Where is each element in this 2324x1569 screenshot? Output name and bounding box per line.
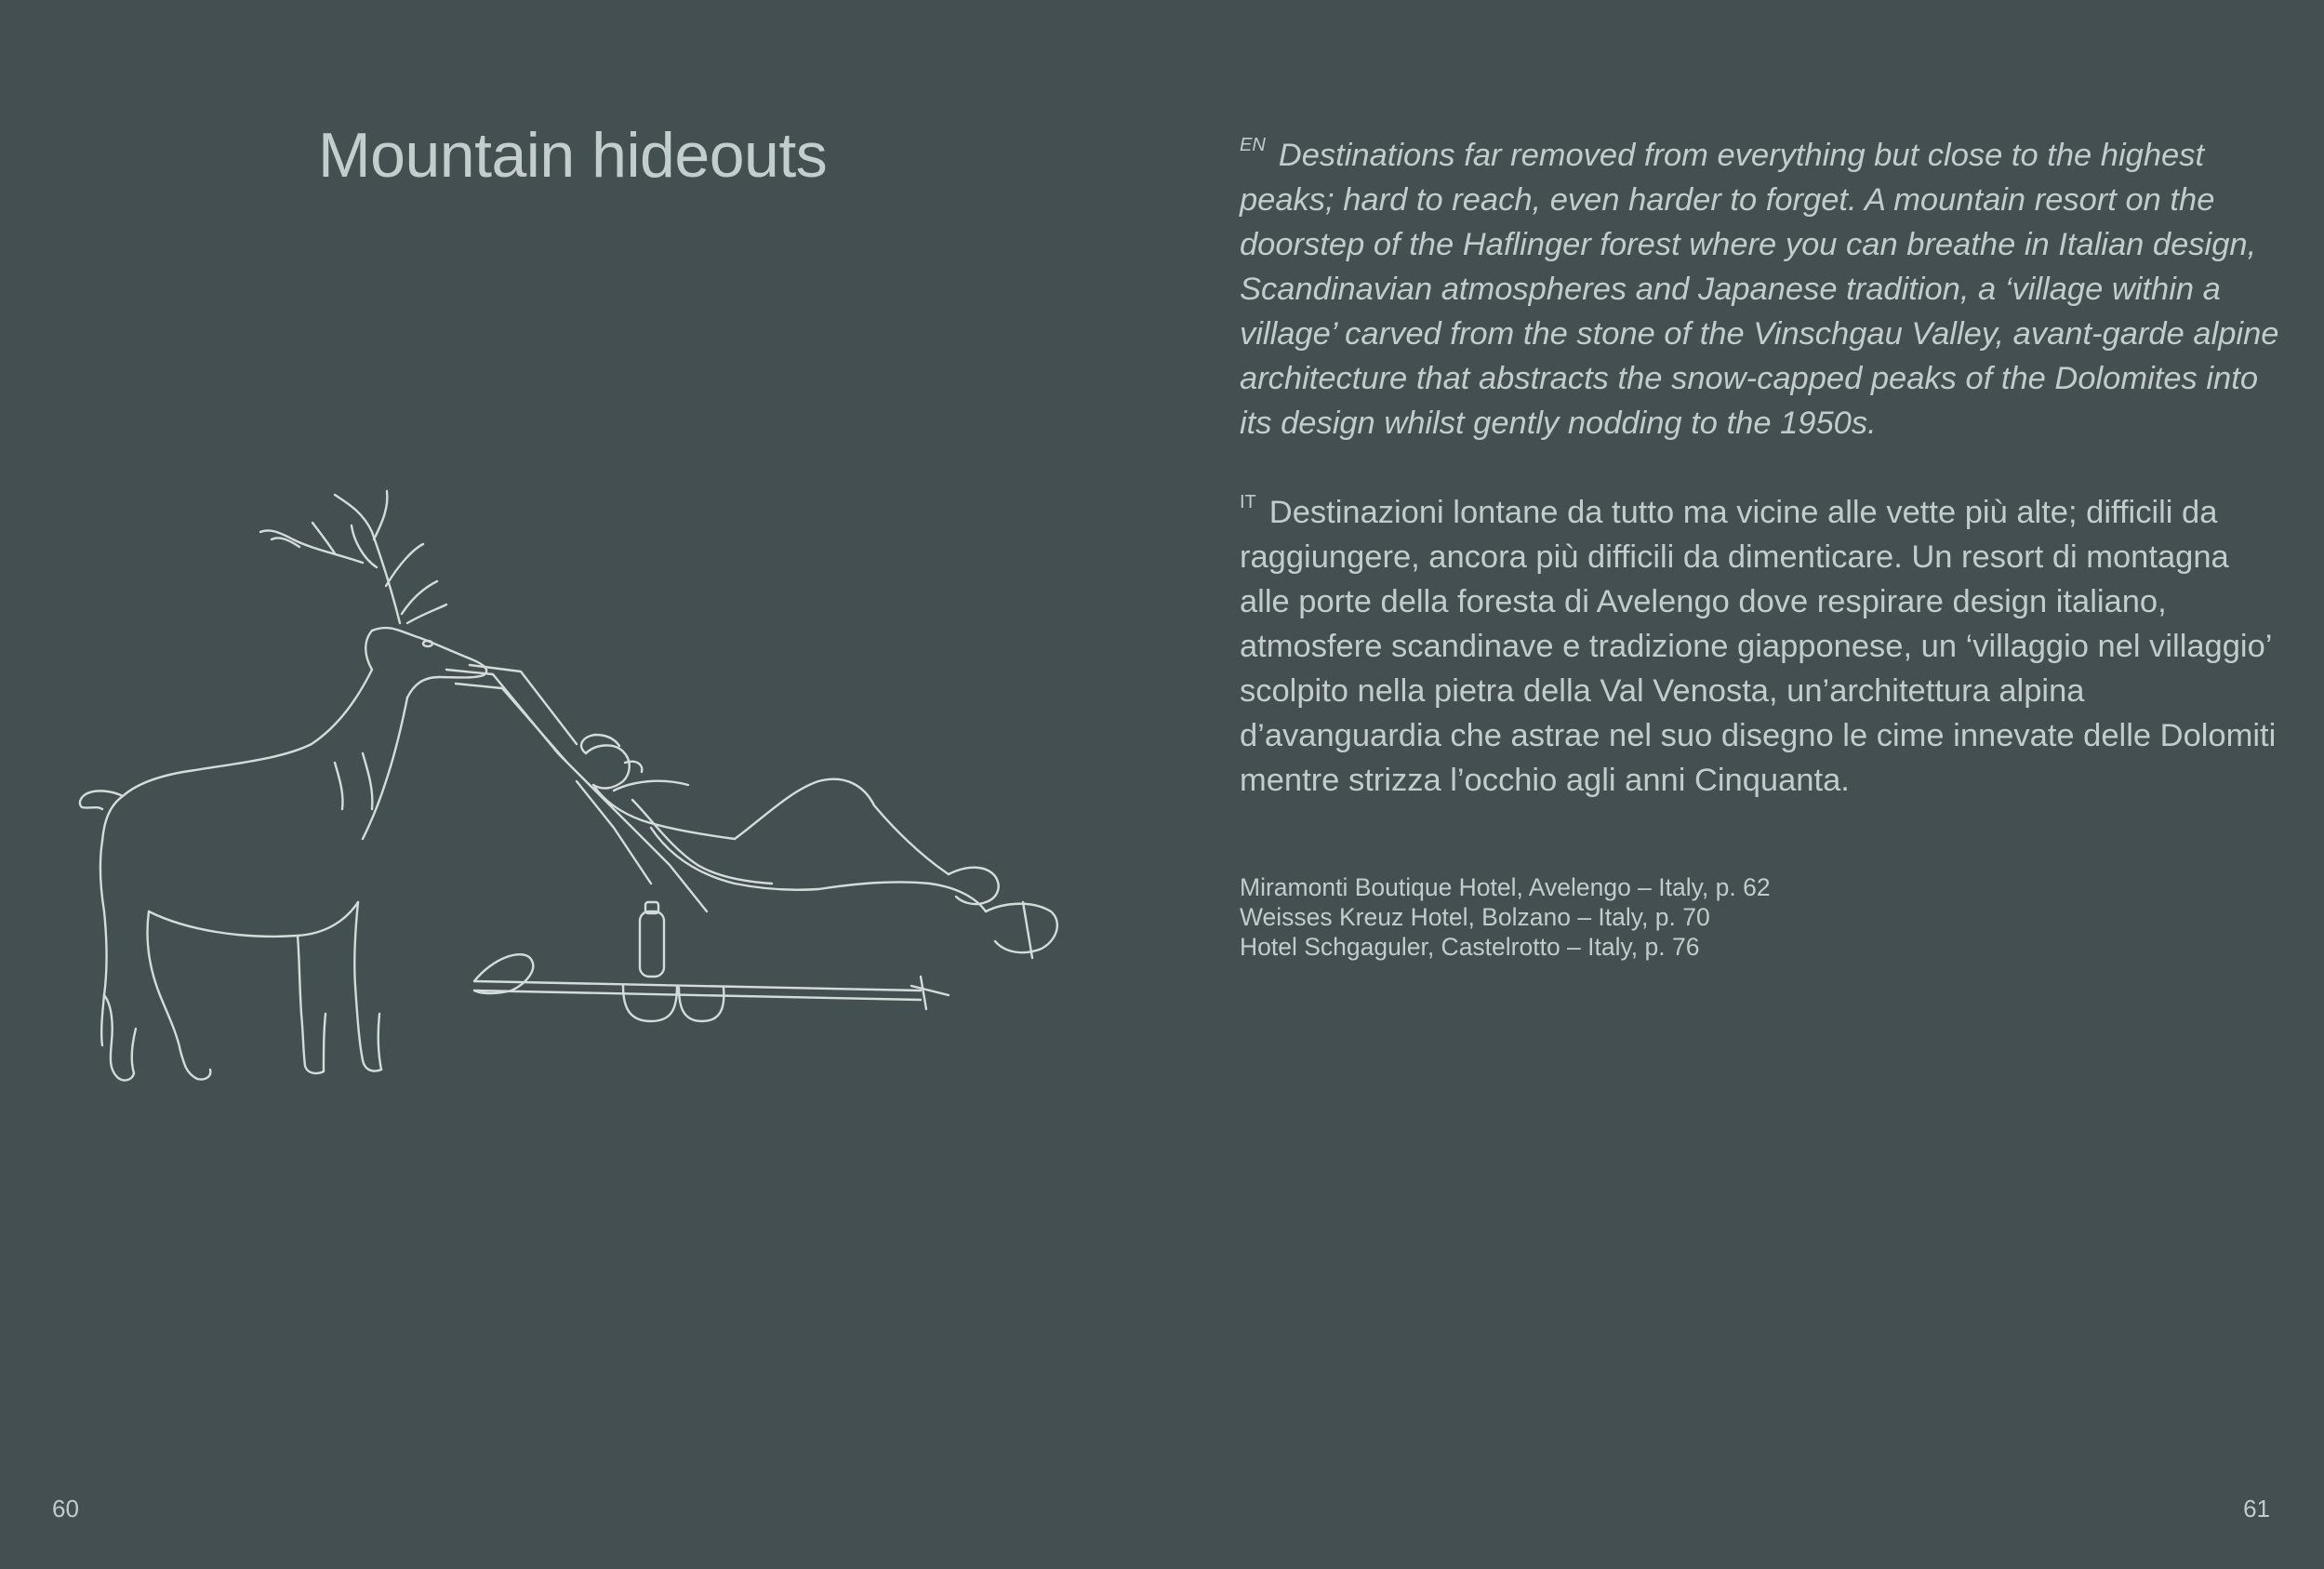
deer-and-hiker-illustration [56,474,1116,1097]
italian-paragraph [1240,480,2283,803]
english-text: Destinations far removed from everything but close to the highest peaks; hard to reach, even harder to forget. A mountain resort on the doorstep of the Haflinger forest where you can breathe in Italian design, Scandinavian atmospheres and Japanese tradition, a ‘village within a village’ carved from the stone of the Vinschgau Valley, avant-garde alpine architecture that abstracts the snow-capped peaks of the Dolomites into its design whilst gently nodding to the 1950s. [1240,138,2279,441]
reference-item: Hotel Schgaguler, Castelrotto – Italy, p. 76 [1240,933,1700,961]
page-number-right: 61 [2243,1495,2270,1522]
english-paragraph [1240,123,2283,445]
reclining-hiker-icon [446,665,1057,1021]
page-title: Mountain hideouts [318,120,828,191]
reference-item: Weisses Kreuz Hotel, Bolzano – Italy, p. 70 [1240,903,1710,931]
language-tag-it: IT [1240,492,1256,512]
language-tag-en: EN [1240,135,1266,155]
hotel-reference-list [1240,872,1771,962]
reference-item: Miramonti Boutique Hotel, Avelengo – Italy, p. 62 [1240,873,1771,901]
deer-icon [80,491,486,1080]
page-number-left: 60 [52,1495,79,1522]
italian-text: Destinazioni lontane da tutto ma vicine alle vette più alte; difficili da raggiungere, ancora più difficili da dimenticare. Un resort di montagna alle porte della foresta di Avelengo dove respirare design italiano, atmosfere scandinave e tradizione giapponese, un ‘villaggio nel villaggio’ scolpito nella pietra della Val Venosta, un’architettura alpina d’avanguardia che astrae nel suo disegno le cime innevate delle Dolomiti mentre strizza l’occhio agli anni Cinquanta. [1240,495,2277,798]
